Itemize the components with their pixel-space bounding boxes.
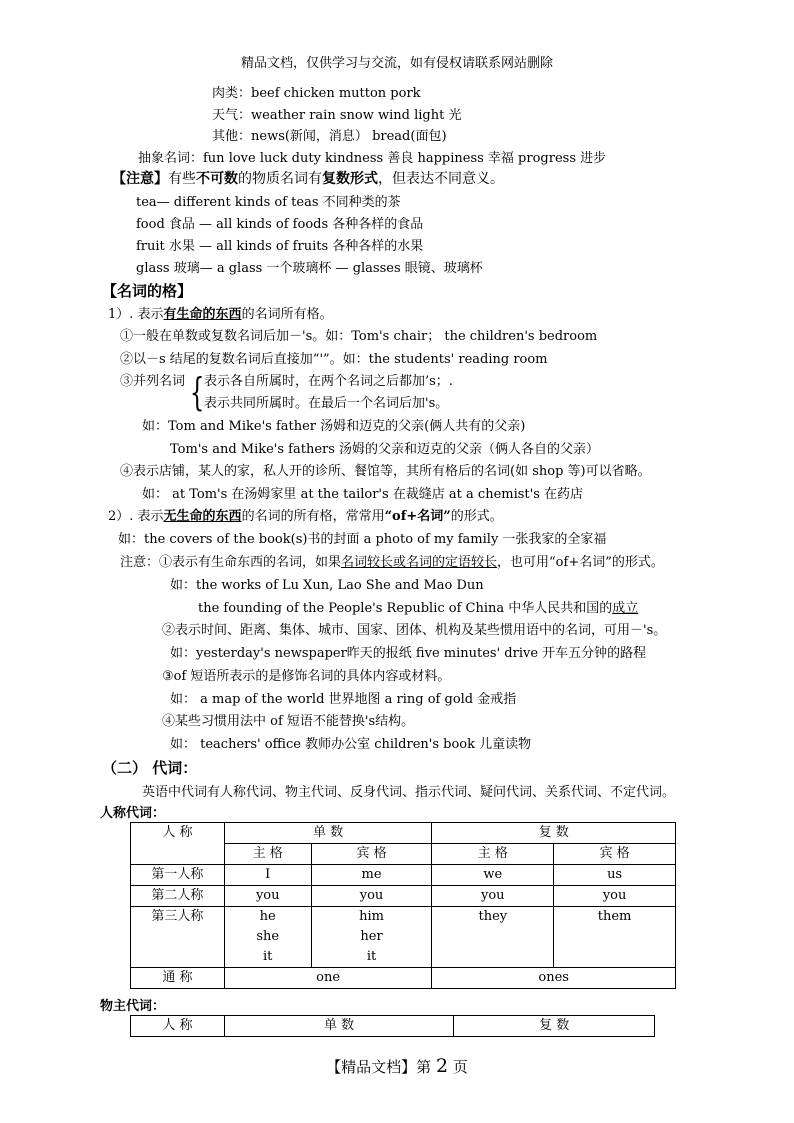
pronoun: you: [602, 888, 627, 903]
pronoun: they: [478, 909, 508, 924]
note-3: ③of 短语所表示的是修饰名词的具体内容或材料。: [162, 669, 451, 684]
pronoun: it: [366, 949, 377, 964]
cell-p-subj: [432, 865, 554, 886]
header-plural-subject: 主 格: [432, 844, 554, 865]
personal-pronoun-table: [130, 822, 676, 989]
header-plural-object: 宾 格: [554, 844, 676, 865]
page-number: 2: [435, 1055, 449, 1077]
line-abstract: 抽象名词：fun love luck duty kindness 善良 happiness 幸福 progress 进步: [138, 151, 607, 166]
cell-s-subj: [224, 886, 311, 907]
example-tea: tea— different kinds of teas 不同种类的茶: [136, 195, 401, 210]
note-4: ④某些习惯用法中 of 短语不能替换's结构。: [162, 714, 415, 729]
header-plural: 复 数: [432, 823, 676, 844]
cell-p-obj: [554, 886, 676, 907]
section-1-pre: 1）. 表示: [108, 307, 164, 322]
pronoun: you: [359, 888, 384, 903]
example-founding-underlined: 成立: [612, 601, 639, 616]
pronoun: them: [597, 909, 632, 924]
line-meat: 肉类：beef chicken mutton pork: [212, 86, 421, 101]
general-singular: one: [224, 968, 432, 989]
note-text: 有些: [168, 171, 196, 187]
cell-p-subj: [432, 907, 554, 968]
header-person: 人 称: [131, 823, 225, 865]
pronoun: it: [263, 949, 273, 964]
pronoun: I: [265, 867, 271, 882]
section-2-title: [108, 508, 503, 525]
example-yesterday: 如：yesterday's newspaper昨天的报纸 five minutes' drive 开车五分钟的路程: [170, 646, 647, 661]
general-plural: ones: [432, 968, 676, 989]
section-1-title: [108, 306, 333, 323]
possessive-header-plural: 复 数: [454, 1016, 655, 1037]
line-weather: 天气：weather rain snow wind light 光: [212, 108, 462, 123]
example-founding: [198, 600, 638, 617]
rule-3a: 表示各自所属时，在两个名词之后都加’s；.: [204, 374, 453, 389]
section-2-bold: “of+名词”: [384, 509, 451, 524]
pronoun: her: [360, 929, 383, 944]
pronoun: she: [256, 929, 280, 944]
row-label: 第一人称: [131, 865, 225, 886]
header-singular-object: 宾 格: [311, 844, 432, 865]
pronoun: you: [255, 888, 280, 903]
section-1-key: 有生命的东西: [163, 307, 242, 322]
note-bold-uncountable: 不可数: [196, 171, 238, 187]
rule-1: ①一般在单数或复数名词后加－'s。如：Tom's chair； the children's bedroom: [120, 329, 598, 344]
example-shops: 如： at Tom's 在汤姆家里 at the tailor's 在裁缝店 at a chemist's 在药店: [142, 487, 584, 502]
example-covers: 如：the covers of the book(s)书的封面 a photo of my family 一张我家的全家福: [118, 532, 607, 547]
rule-3-label: ③并列名词: [120, 374, 186, 389]
pronoun: me: [361, 867, 382, 882]
pronoun: we: [483, 867, 503, 882]
possessive-pronoun-table: [130, 1015, 655, 1037]
note-label: 【注意】: [112, 171, 168, 187]
example-fruit: fruit 水果 — all kinds of fruits 各种各样的水果: [136, 239, 424, 254]
page-header: 精品文档，仅供学习与交流，如有侵权请联系网站删除: [240, 56, 553, 71]
cell-p-obj: [554, 865, 676, 886]
example-toms-mikes: Tom's and Mike's fathers 汤姆的父亲和迈克的父亲（俩人各自的父亲）: [170, 442, 600, 457]
note-1-pre: 注意：①表示有生命东西的名词，如果: [120, 555, 342, 570]
note-1-post: ，也可用“of+名词”的形式。: [497, 555, 664, 570]
possessive-pronoun-title: 物主代词：: [100, 999, 166, 1014]
case-heading: 【名词的格】: [102, 282, 193, 300]
example-food: food 食品 — all kinds of foods 各种各样的食品: [136, 217, 424, 232]
possessive-header-singular: 单 数: [224, 1016, 454, 1037]
header-singular-subject: 主 格: [224, 844, 311, 865]
example-founding-pre: the founding of the People's Republic of China 中华人民共和国的: [198, 601, 613, 616]
section-2-pre: 2）. 表示: [108, 509, 164, 524]
pronoun-heading: （二） 代词：: [102, 759, 198, 777]
example-teachers: 如： teachers' office 教师办公室 children's book 儿童读物: [170, 737, 532, 752]
note-bold-plural: 复数形式: [322, 171, 378, 187]
personal-pronoun-title: 人称代词：: [100, 806, 166, 821]
cell-s-obj: [311, 907, 432, 968]
cell-p-subj: [432, 886, 554, 907]
note-1: [120, 554, 664, 571]
footer-label: 【精品文档】第: [326, 1058, 436, 1076]
section-1-post: 的名词所有格。: [241, 307, 333, 322]
example-map: 如： a map of the world 世界地图 a ring of gold 金戒指: [170, 692, 517, 707]
section-2-post: 的形式。: [450, 509, 503, 524]
example-works: 如：the works of Lu Xun, Lao She and Mao Dun: [170, 578, 484, 593]
rule-2: ②以－s 结尾的复数名词后直接加“'”。如：the students' reading room: [120, 352, 548, 367]
cell-s-obj: [311, 865, 432, 886]
pronoun: him: [359, 909, 384, 924]
section-2-key: 无生命的东西: [163, 509, 242, 524]
note-2: ②表示时间、距离、集体、城市、国家、团体、机构及某些惯用语中的名词，可用－'s。: [162, 623, 667, 638]
page-footer: [0, 1055, 794, 1077]
pronoun: us: [607, 867, 623, 882]
example-glass: glass 玻璃— a glass 一个玻璃杯 — glasses 眼镜、玻璃杯: [136, 261, 483, 276]
pronoun: you: [481, 888, 505, 903]
pronoun: he: [259, 909, 276, 924]
note-line: [112, 171, 504, 188]
note-1-underlined: 名词较长或名词的定语较长: [341, 555, 498, 570]
cell-s-subj: [224, 907, 311, 968]
row-label: 第二人称: [131, 886, 225, 907]
cell-p-obj: [554, 907, 676, 968]
cell-s-subj: [224, 865, 311, 886]
row-label: 第三人称: [131, 907, 225, 968]
example-tom-mike: 如：Tom and Mike's father 汤姆和迈克的父亲(俩人共有的父亲): [142, 419, 526, 434]
rule-4: ④表示店铺，某人的家，私人开的诊所、餐馆等，其所有格后的名词(如 shop 等)可以省略。: [120, 464, 651, 479]
header-singular: 单 数: [224, 823, 432, 844]
table-row: [131, 907, 676, 968]
possessive-header-person: 人 称: [131, 1016, 225, 1037]
rule-3b: 表示共同所属时。在最后一个名词后加's。: [204, 396, 449, 411]
footer-suffix: 页: [448, 1058, 468, 1076]
note-text-mid: 的物质名词有: [238, 171, 322, 187]
table-row: [131, 865, 676, 886]
table-row: [131, 886, 676, 907]
section-2-mid: 的名词的所有格，常常用: [241, 509, 385, 524]
general-label: 通 称: [131, 968, 225, 989]
note-text-post: ，但表达不同意义。: [378, 171, 504, 187]
cell-s-obj: [311, 886, 432, 907]
line-other: 其他：news(新闻，消息） bread(面包): [212, 129, 447, 144]
pronoun-intro: 英语中代词有人称代词、物主代词、反身代词、指示代词、疑问代词、关系代词、不定代词。: [142, 785, 676, 800]
brace-icon: {: [189, 370, 205, 414]
